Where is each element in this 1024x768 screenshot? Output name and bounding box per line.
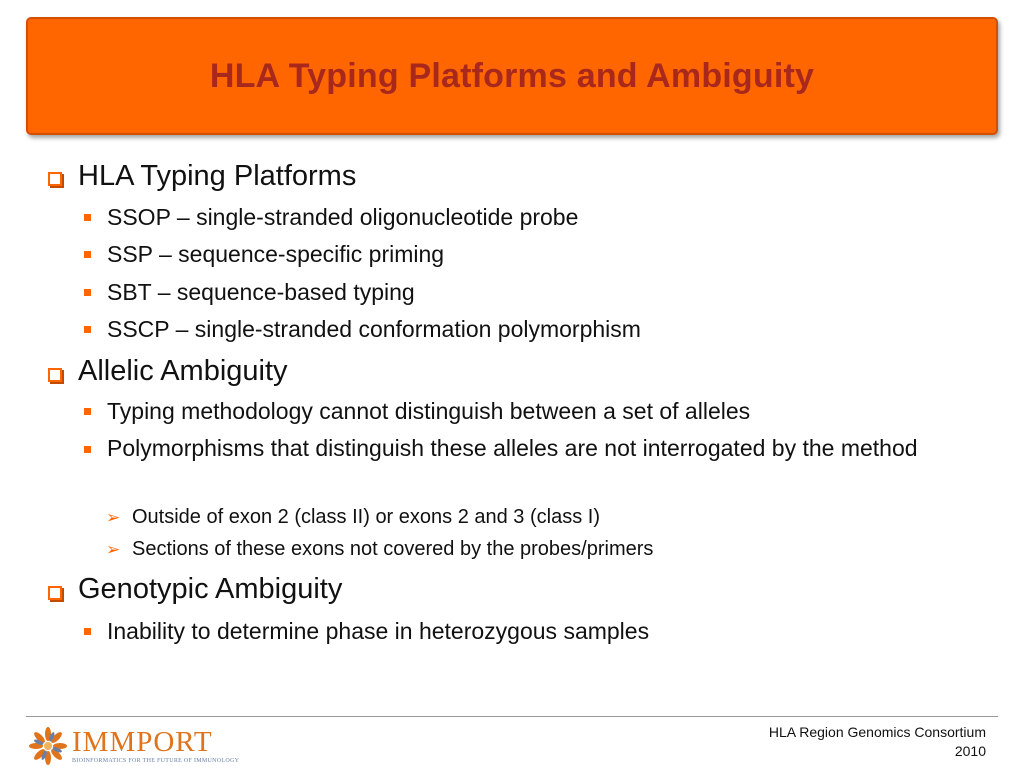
hollow-square-icon [48, 172, 62, 186]
footer-credit [769, 723, 986, 761]
immport-logo [28, 726, 239, 766]
section-heading: Allelic Ambiguity [78, 355, 288, 387]
sunburst-logo-icon [28, 726, 68, 766]
footer-divider [26, 716, 998, 717]
arrowhead-icon: ➢ [106, 540, 121, 560]
filled-square-icon [84, 214, 91, 221]
filled-square-icon [84, 446, 91, 453]
list-item: Inability to determine phase in heterozygous samples [107, 618, 650, 644]
filled-square-icon [84, 326, 91, 333]
filled-square-icon [84, 289, 91, 296]
logo-wordmark: IMMPORT [72, 726, 213, 758]
list-item: SBT – sequence-based typing [107, 279, 415, 305]
list-item: SSOP – single-stranded oligonucleotide probe [107, 204, 579, 230]
section-heading: HLA Typing Platforms [78, 160, 357, 192]
filled-square-icon [84, 408, 91, 415]
hollow-square-icon [48, 586, 62, 600]
sub-list-item: Outside of exon 2 (class II) or exons 2 and 3 (class I) [132, 506, 600, 528]
footer-year: 2010 [954, 743, 986, 759]
hollow-square-icon [48, 368, 62, 382]
list-item: Typing methodology cannot distinguish between a set of alleles [107, 398, 751, 424]
sub-list-item: Sections of these exons not covered by the probes/primers [132, 538, 654, 560]
arrowhead-icon: ➢ [106, 508, 121, 528]
footer-org: HLA Region Genomics Consortium [768, 724, 986, 740]
filled-square-icon [84, 251, 91, 258]
filled-square-icon [84, 628, 91, 635]
logo-tagline: BIOINFORMATICS FOR THE FUTURE OF IMMUNOLOGY [72, 758, 240, 764]
list-item: SSCP – single-stranded conformation polymorphism [107, 316, 641, 342]
section-heading: Genotypic Ambiguity [78, 573, 343, 605]
list-item: Polymorphisms that distinguish these alleles are not interrogated by the method [107, 435, 918, 461]
list-item: SSP – sequence-specific priming [107, 241, 445, 267]
slide-title: HLA Typing Platforms and Ambiguity [209, 56, 815, 95]
